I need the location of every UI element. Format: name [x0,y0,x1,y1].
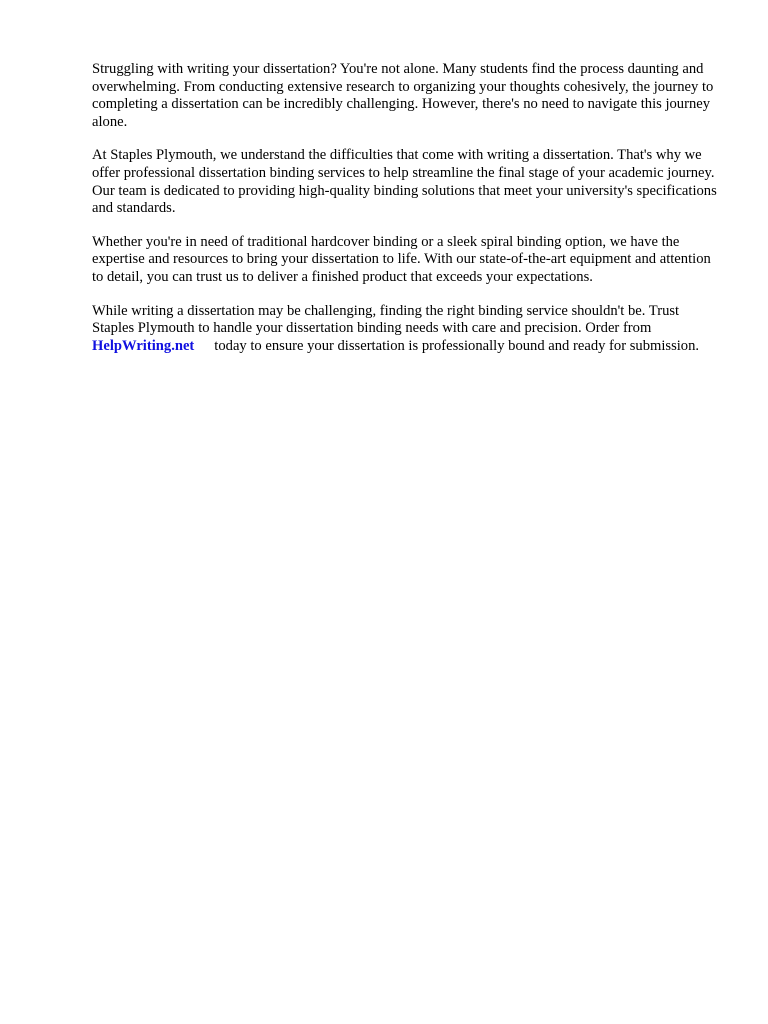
paragraph-binding-options: Whether you're in need of traditional hardcover binding or a sleek spiral binding option, we have the expertise and resources to bring your dissertation to life. With our state-of-the-art equipment and attention to detail, you can trust us to deliver a finished product that exceeds your expectations. [92,233,711,285]
closing-text-after-link: today to ensure your dissertation is professionally bound and ready for submission. [214,337,700,354]
document-page [92,61,724,371]
paragraph-staples-services: At Staples Plymouth, we understand the difficulties that come with writing a dissertation. That's why we offer professional dissertation binding services to help streamline the final stage of your academic journey. Our team is dedicated to providing high-quality binding solutions that meet your university's specifications and standards. [92,147,717,217]
paragraph-closing [92,303,724,356]
helpwriting-link[interactable]: HelpWriting.net [92,337,195,354]
closing-text-before-link: While writing a dissertation may be challenging, finding the right binding service shouldn't be. Trust Staples Plymouth to handle your dissertation binding needs with care and precision. Order from [92,302,680,337]
paragraph-intro: Struggling with writing your dissertation? You're not alone. Many students find the process daunting and overwhelming. From conducting extensive research to organizing your thoughts cohesively, the journey to completing a dissertation can be incredibly challenging. However, there's no need to navigate this journey alone. [92,61,714,130]
